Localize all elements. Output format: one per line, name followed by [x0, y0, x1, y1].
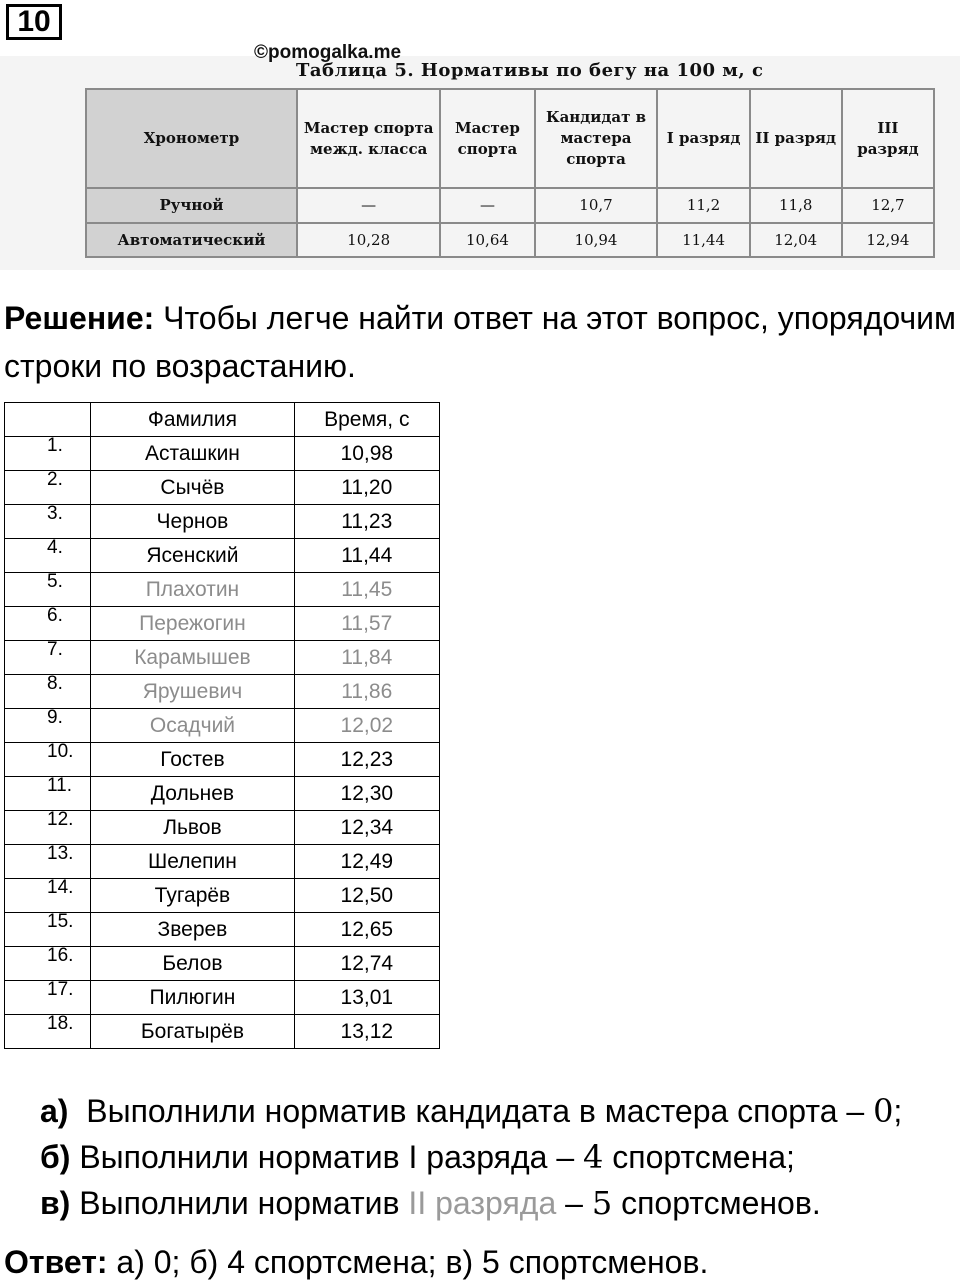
times-row-index — [5, 777, 91, 811]
times-row-time: 12,50 — [294, 879, 439, 913]
norms-row-manual — [86, 188, 934, 222]
row-number: 5. — [47, 571, 63, 592]
times-row-name: Пилюгин — [91, 981, 294, 1015]
answer-b-dash: – — [556, 1139, 575, 1175]
times-row-name: Богатырёв — [91, 1015, 294, 1049]
times-row-name: Белов — [91, 947, 294, 981]
problem-number: 10 — [6, 4, 62, 40]
times-header-row — [5, 403, 440, 437]
times-row-name: Чернов — [91, 505, 294, 539]
answer-a-label: а) — [40, 1093, 69, 1129]
solution-paragraph — [4, 294, 956, 390]
answer-b — [40, 1134, 902, 1180]
times-row-time: 12,49 — [294, 845, 439, 879]
row-number: 17. — [47, 979, 74, 1000]
norms-table-caption: Таблица 5. Нормативы по бегу на 100 м, с — [296, 60, 764, 81]
times-row-time: 10,98 — [294, 437, 439, 471]
times-row — [5, 947, 440, 981]
norms-cell: 11,8 — [750, 188, 842, 222]
times-row — [5, 879, 440, 913]
times-row-name: Плахотин — [91, 573, 294, 607]
answer-b-end: спортсмена; — [612, 1139, 795, 1175]
answer-a — [40, 1088, 902, 1134]
norms-cell: 10,64 — [440, 223, 534, 257]
solution-label: Решение: — [4, 300, 155, 336]
norms-header-cell: II разряд — [750, 89, 842, 188]
norms-header-cell: III разряд — [842, 89, 934, 188]
times-row-index — [5, 437, 91, 471]
times-row — [5, 709, 440, 743]
answer-b-text: Выполнили норматив — [79, 1139, 400, 1175]
times-row-index — [5, 709, 91, 743]
norms-header-cell: Мастер спорта — [440, 89, 534, 188]
final-answer — [4, 1242, 708, 1282]
times-row — [5, 743, 440, 777]
norms-cell: — — [297, 188, 440, 222]
times-row-name: Осадчий — [91, 709, 294, 743]
times-row — [5, 573, 440, 607]
times-row-index — [5, 981, 91, 1015]
times-row-time: 13,12 — [294, 1015, 439, 1049]
row-number: 4. — [47, 537, 63, 558]
row-number: 14. — [47, 877, 74, 898]
times-row-index — [5, 471, 91, 505]
times-row-name: Ярушевич — [91, 675, 294, 709]
times-row-index — [5, 845, 91, 879]
final-answer-label: Ответ: — [4, 1244, 108, 1280]
times-row-time: 11,23 — [294, 505, 439, 539]
times-row-index — [5, 913, 91, 947]
norms-cell: 12,7 — [842, 188, 934, 222]
times-row-name: Шелепин — [91, 845, 294, 879]
row-number: 1. — [47, 435, 63, 456]
norms-row-label: Ручной — [86, 188, 297, 222]
norms-table — [85, 88, 935, 258]
times-row — [5, 981, 440, 1015]
times-row-index — [5, 505, 91, 539]
times-row-index — [5, 743, 91, 777]
answer-c — [40, 1180, 902, 1226]
answers-block — [40, 1088, 902, 1226]
times-row-name: Гостев — [91, 743, 294, 777]
norms-header-row — [86, 89, 934, 188]
times-row-name: Пережогин — [91, 607, 294, 641]
times-table — [4, 402, 440, 1049]
times-row-name: Зверев — [91, 913, 294, 947]
times-row-time: 11,57 — [294, 607, 439, 641]
norms-cell: 10,94 — [535, 223, 658, 257]
times-row-index — [5, 539, 91, 573]
norms-header-cell: Мастер спорта межд. класса — [297, 89, 440, 188]
times-row-name: Карамышев — [91, 641, 294, 675]
times-row-time: 11,44 — [294, 539, 439, 573]
times-row-time: 12,30 — [294, 777, 439, 811]
norms-cell: 11,44 — [657, 223, 749, 257]
norms-header-cell: Хронометр — [86, 89, 297, 188]
times-row-time: 12,23 — [294, 743, 439, 777]
norms-row-label: Автоматический — [86, 223, 297, 257]
times-row — [5, 471, 440, 505]
times-row — [5, 777, 440, 811]
row-number: 8. — [47, 673, 63, 694]
answer-c-label: в) — [40, 1185, 71, 1221]
answer-c-end: спортсменов. — [621, 1185, 821, 1221]
times-row-index — [5, 675, 91, 709]
times-row-index — [5, 879, 91, 913]
times-row-index — [5, 811, 91, 845]
times-header-time: Время, с — [294, 403, 439, 437]
times-row-time: 12,02 — [294, 709, 439, 743]
times-row-time: 11,45 — [294, 573, 439, 607]
row-number: 18. — [47, 1013, 74, 1034]
times-row — [5, 437, 440, 471]
times-row-time: 13,01 — [294, 981, 439, 1015]
answer-c-dash: – — [565, 1185, 583, 1221]
times-row-time: 11,20 — [294, 471, 439, 505]
times-row-name: Дольнев — [91, 777, 294, 811]
times-header-name: Фамилия — [91, 403, 294, 437]
watermark: ©pomogalka.me — [254, 42, 402, 63]
answer-b-value: 4 — [583, 1138, 604, 1176]
row-number: 3. — [47, 503, 63, 524]
row-number: 15. — [47, 911, 74, 932]
times-row-index — [5, 573, 91, 607]
row-number: 7. — [47, 639, 63, 660]
answer-a-text: Выполнили норматив кандидата в мастера спорта – — [86, 1093, 865, 1129]
times-row — [5, 811, 440, 845]
final-answer-text: а) 0; б) 4 спортсмена; в) 5 спортсменов. — [116, 1244, 709, 1280]
solution-text: Чтобы легче найти ответ на этот вопрос, упорядочим строки по возрастанию. — [4, 300, 956, 384]
row-number: 11. — [47, 775, 73, 796]
times-row — [5, 607, 440, 641]
row-number: 10. — [47, 741, 74, 762]
times-row — [5, 675, 440, 709]
times-row-index — [5, 947, 91, 981]
row-number: 9. — [47, 707, 63, 728]
times-row — [5, 539, 440, 573]
answer-c-text: Выполнили норматив — [79, 1185, 400, 1221]
answer-c-grade: II разряда — [408, 1185, 557, 1221]
answer-a-end: ; — [893, 1093, 903, 1129]
row-number: 16. — [47, 945, 74, 966]
times-row — [5, 1015, 440, 1049]
answer-a-value: 0 — [873, 1092, 894, 1130]
times-row-index — [5, 607, 91, 641]
times-row-index — [5, 1015, 91, 1049]
answer-b-grade: I разряда — [408, 1139, 548, 1175]
row-number: 12. — [47, 809, 74, 830]
norms-cell: 10,28 — [297, 223, 440, 257]
norms-header-cell: I разряд — [657, 89, 749, 188]
times-row — [5, 845, 440, 879]
times-row — [5, 641, 440, 675]
times-row-time: 12,65 — [294, 913, 439, 947]
answer-b-label: б) — [40, 1139, 71, 1175]
norms-cell: — — [440, 188, 534, 222]
times-row-name: Тугарёв — [91, 879, 294, 913]
norms-cell: 12,94 — [842, 223, 934, 257]
norms-cell: 11,2 — [657, 188, 749, 222]
times-row-time: 11,86 — [294, 675, 439, 709]
times-row-name: Асташкин — [91, 437, 294, 471]
norms-row-automatic — [86, 223, 934, 257]
norms-cell: 10,7 — [535, 188, 658, 222]
times-row-name: Львов — [91, 811, 294, 845]
times-row — [5, 913, 440, 947]
times-row-time: 12,74 — [294, 947, 439, 981]
answer-c-value: 5 — [591, 1184, 613, 1222]
row-number: 2. — [47, 469, 63, 490]
norms-cell: 12,04 — [750, 223, 842, 257]
times-row-name: Сычёв — [91, 471, 294, 505]
times-row-name: Ясенский — [91, 539, 294, 573]
times-row-index — [5, 641, 91, 675]
row-number: 13. — [47, 843, 74, 864]
times-header-index — [5, 403, 91, 437]
row-number: 6. — [47, 605, 63, 626]
times-row-time: 11,84 — [294, 641, 439, 675]
times-row-time: 12,34 — [294, 811, 439, 845]
times-row — [5, 505, 440, 539]
norms-header-cell: Кандидат в мастера спорта — [535, 89, 658, 188]
